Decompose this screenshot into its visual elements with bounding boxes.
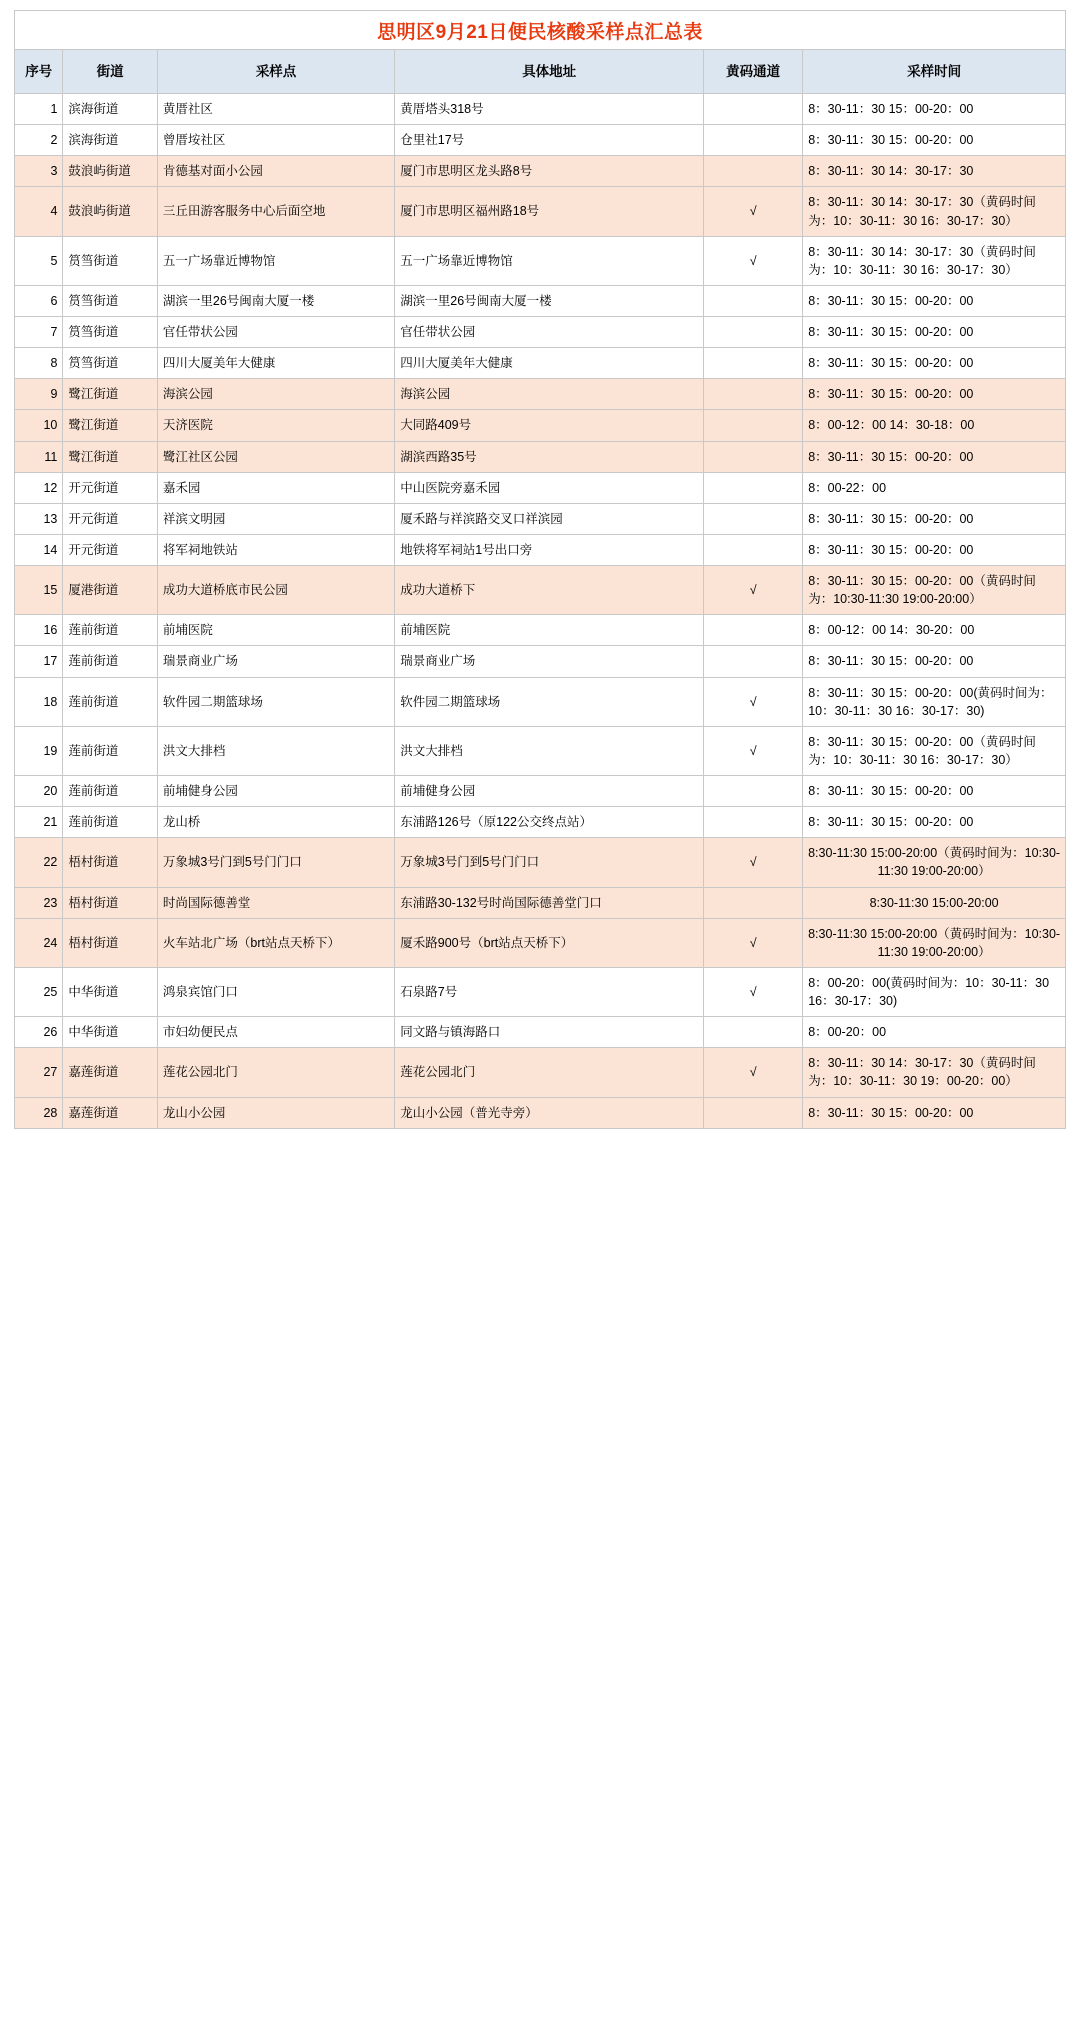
table-row (15, 1017, 1066, 1048)
cell-address: 仓里社17号 (395, 125, 704, 156)
cell-index: 28 (15, 1097, 63, 1128)
cell-address: 中山医院旁嘉禾园 (395, 472, 704, 503)
table-row (15, 125, 1066, 156)
cell-site: 龙山桥 (157, 807, 394, 838)
cell-yellow-code-channel: √ (704, 967, 803, 1016)
table-row (15, 348, 1066, 379)
cell-site: 莲花公园北门 (157, 1048, 394, 1097)
cell-yellow-code-channel: √ (704, 566, 803, 615)
cell-site: 黄厝社区 (157, 94, 394, 125)
cell-site: 成功大道桥底市民公园 (157, 566, 394, 615)
table-body (15, 94, 1066, 1129)
cell-street: 开元街道 (63, 534, 157, 565)
cell-index: 14 (15, 534, 63, 565)
cell-site: 鹭江社区公园 (157, 441, 394, 472)
cell-index: 2 (15, 125, 63, 156)
table-row (15, 838, 1066, 887)
cell-street: 莲前街道 (63, 776, 157, 807)
cell-index: 4 (15, 187, 63, 236)
cell-yellow-code-channel (704, 646, 803, 677)
column-header-site: 采样点 (157, 50, 394, 94)
cell-street: 开元街道 (63, 472, 157, 503)
cell-street: 鼓浪屿街道 (63, 156, 157, 187)
cell-sampling-time: 8：30-11：30 15：00-20：00 (803, 285, 1066, 316)
cell-sampling-time: 8：30-11：30 15：00-20：00 (803, 646, 1066, 677)
cell-address: 前埔健身公园 (395, 776, 704, 807)
cell-yellow-code-channel (704, 285, 803, 316)
cell-site: 嘉禾园 (157, 472, 394, 503)
cell-site: 鸿泉宾馆门口 (157, 967, 394, 1016)
cell-address: 厦禾路与祥滨路交叉口祥滨园 (395, 503, 704, 534)
cell-address: 官任带状公园 (395, 317, 704, 348)
table-row (15, 677, 1066, 726)
cell-site: 肯德基对面小公园 (157, 156, 394, 187)
table-row (15, 726, 1066, 775)
cell-yellow-code-channel (704, 887, 803, 918)
cell-address: 厦门市思明区福州路18号 (395, 187, 704, 236)
cell-sampling-time: 8：30-11：30 14：30-17：30（黄码时间为：10：30-11：30 16：30-17：30） (803, 236, 1066, 285)
cell-yellow-code-channel (704, 776, 803, 807)
cell-site: 瑞景商业广场 (157, 646, 394, 677)
cell-address: 海滨公园 (395, 379, 704, 410)
cell-yellow-code-channel: √ (704, 838, 803, 887)
sampling-points-table (14, 49, 1066, 1129)
cell-street: 筼筜街道 (63, 285, 157, 316)
cell-yellow-code-channel (704, 472, 803, 503)
cell-index: 5 (15, 236, 63, 285)
column-header-sampling-time: 采样时间 (803, 50, 1066, 94)
cell-sampling-time: 8：30-11：30 15：00-20：00 (803, 503, 1066, 534)
cell-yellow-code-channel (704, 410, 803, 441)
cell-index: 17 (15, 646, 63, 677)
column-header-address: 具体地址 (395, 50, 704, 94)
cell-address: 莲花公园北门 (395, 1048, 704, 1097)
cell-site: 曾厝垵社区 (157, 125, 394, 156)
cell-site: 龙山小公园 (157, 1097, 394, 1128)
cell-site: 前埔健身公园 (157, 776, 394, 807)
cell-street: 嘉莲街道 (63, 1097, 157, 1128)
cell-index: 23 (15, 887, 63, 918)
cell-sampling-time: 8：30-11：30 15：00-20：00 (803, 348, 1066, 379)
cell-yellow-code-channel: √ (704, 1048, 803, 1097)
cell-sampling-time: 8：30-11：30 15：00-20：00 (803, 94, 1066, 125)
cell-street: 滨海街道 (63, 94, 157, 125)
cell-street: 厦港街道 (63, 566, 157, 615)
cell-address: 湖滨一里26号闽南大厦一楼 (395, 285, 704, 316)
cell-address: 成功大道桥下 (395, 566, 704, 615)
cell-sampling-time: 8：30-11：30 15：00-20：00 (803, 807, 1066, 838)
cell-street: 中华街道 (63, 967, 157, 1016)
cell-street: 中华街道 (63, 1017, 157, 1048)
cell-street: 筼筜街道 (63, 348, 157, 379)
cell-site: 祥滨文明园 (157, 503, 394, 534)
cell-street: 筼筜街道 (63, 236, 157, 285)
cell-street: 嘉莲街道 (63, 1048, 157, 1097)
cell-address: 龙山小公园（普光寺旁） (395, 1097, 704, 1128)
cell-yellow-code-channel (704, 317, 803, 348)
cell-index: 10 (15, 410, 63, 441)
cell-site: 时尚国际德善堂 (157, 887, 394, 918)
cell-yellow-code-channel (704, 1017, 803, 1048)
cell-index: 3 (15, 156, 63, 187)
cell-index: 26 (15, 1017, 63, 1048)
cell-address: 石泉路7号 (395, 967, 704, 1016)
table-row (15, 1048, 1066, 1097)
table-row (15, 187, 1066, 236)
cell-yellow-code-channel (704, 503, 803, 534)
column-header-index: 序号 (15, 50, 63, 94)
table-row (15, 285, 1066, 316)
cell-street: 鹭江街道 (63, 379, 157, 410)
cell-street: 莲前街道 (63, 726, 157, 775)
cell-yellow-code-channel (704, 615, 803, 646)
cell-street: 鹭江街道 (63, 410, 157, 441)
cell-site: 官任带状公园 (157, 317, 394, 348)
table-row (15, 534, 1066, 565)
cell-address: 大同路409号 (395, 410, 704, 441)
cell-index: 6 (15, 285, 63, 316)
cell-index: 20 (15, 776, 63, 807)
cell-sampling-time: 8：30-11：30 14：30-17：30（黄码时间为：10：30-11：30 19：00-20：00） (803, 1048, 1066, 1097)
cell-sampling-time: 8：30-11：30 14：30-17：30 (803, 156, 1066, 187)
cell-yellow-code-channel: √ (704, 236, 803, 285)
cell-sampling-time: 8：30-11：30 15：00-20：00 (803, 776, 1066, 807)
table-row (15, 503, 1066, 534)
table-row (15, 236, 1066, 285)
table-row (15, 918, 1066, 967)
cell-yellow-code-channel: √ (704, 918, 803, 967)
cell-address: 厦门市思明区龙头路8号 (395, 156, 704, 187)
cell-address: 五一广场靠近博物馆 (395, 236, 704, 285)
cell-yellow-code-channel (704, 348, 803, 379)
table-row (15, 566, 1066, 615)
cell-sampling-time: 8：30-11：30 15：00-20：00 (803, 1097, 1066, 1128)
cell-address: 东浦路30-132号时尚国际德善堂门口 (395, 887, 704, 918)
table-row (15, 94, 1066, 125)
cell-yellow-code-channel (704, 534, 803, 565)
cell-index: 11 (15, 441, 63, 472)
cell-street: 莲前街道 (63, 807, 157, 838)
cell-index: 22 (15, 838, 63, 887)
cell-address: 黄厝塔头318号 (395, 94, 704, 125)
cell-sampling-time: 8：00-20：00(黄码时间为：10：30-11：30 16：30-17：30) (803, 967, 1066, 1016)
cell-address: 同文路与镇海路口 (395, 1017, 704, 1048)
cell-sampling-time: 8：30-11：30 15：00-20：00 (803, 379, 1066, 410)
cell-index: 27 (15, 1048, 63, 1097)
cell-index: 18 (15, 677, 63, 726)
cell-site: 湖滨一里26号闽南大厦一楼 (157, 285, 394, 316)
cell-site: 五一广场靠近博物馆 (157, 236, 394, 285)
cell-index: 8 (15, 348, 63, 379)
cell-site: 海滨公园 (157, 379, 394, 410)
cell-index: 25 (15, 967, 63, 1016)
cell-yellow-code-channel: √ (704, 187, 803, 236)
table-row (15, 807, 1066, 838)
table-row (15, 379, 1066, 410)
cell-street: 开元街道 (63, 503, 157, 534)
cell-index: 15 (15, 566, 63, 615)
cell-yellow-code-channel (704, 94, 803, 125)
cell-street: 滨海街道 (63, 125, 157, 156)
cell-address: 软件园二期篮球场 (395, 677, 704, 726)
cell-street: 莲前街道 (63, 615, 157, 646)
cell-street: 鼓浪屿街道 (63, 187, 157, 236)
table-row (15, 776, 1066, 807)
cell-index: 12 (15, 472, 63, 503)
cell-yellow-code-channel (704, 379, 803, 410)
cell-index: 1 (15, 94, 63, 125)
cell-address: 瑞景商业广场 (395, 646, 704, 677)
cell-sampling-time: 8：00-12：00 14：30-18：00 (803, 410, 1066, 441)
cell-yellow-code-channel (704, 1097, 803, 1128)
cell-index: 9 (15, 379, 63, 410)
cell-site: 火车站北广场（brt站点天桥下） (157, 918, 394, 967)
cell-address: 洪文大排档 (395, 726, 704, 775)
cell-address: 地铁将军祠站1号出口旁 (395, 534, 704, 565)
cell-street: 筼筜街道 (63, 317, 157, 348)
cell-street: 梧村街道 (63, 838, 157, 887)
cell-yellow-code-channel (704, 125, 803, 156)
cell-index: 21 (15, 807, 63, 838)
cell-sampling-time: 8：00-22：00 (803, 472, 1066, 503)
column-header-yellow-code-channel: 黄码通道 (704, 50, 803, 94)
cell-address: 湖滨西路35号 (395, 441, 704, 472)
table-row (15, 410, 1066, 441)
page-title: 思明区9月21日便民核酸采样点汇总表 (377, 21, 703, 43)
column-header-street: 街道 (63, 50, 157, 94)
cell-index: 16 (15, 615, 63, 646)
cell-site: 洪文大排档 (157, 726, 394, 775)
cell-sampling-time: 8:30-11:30 15:00-20:00（黄码时间为：10:30-11:30 19:00-20:00） (803, 918, 1066, 967)
cell-address: 四川大厦美年大健康 (395, 348, 704, 379)
table-row (15, 887, 1066, 918)
cell-yellow-code-channel: √ (704, 726, 803, 775)
table-row (15, 156, 1066, 187)
cell-index: 19 (15, 726, 63, 775)
cell-site: 三丘田游客服务中心后面空地 (157, 187, 394, 236)
cell-sampling-time: 8：30-11：30 15：00-20：00 (803, 441, 1066, 472)
cell-address: 东浦路126号（原122公交终点站） (395, 807, 704, 838)
cell-index: 13 (15, 503, 63, 534)
cell-address: 前埔医院 (395, 615, 704, 646)
cell-sampling-time: 8:30-11:30 15:00-20:00（黄码时间为：10:30-11:30 19:00-20:00） (803, 838, 1066, 887)
cell-sampling-time: 8：00-12：00 14：30-20：00 (803, 615, 1066, 646)
cell-site: 软件园二期篮球场 (157, 677, 394, 726)
cell-street: 莲前街道 (63, 677, 157, 726)
cell-sampling-time: 8：30-11：30 15：00-20：00(黄码时间为：10：30-11：30 16：30-17：30) (803, 677, 1066, 726)
cell-sampling-time: 8：30-11：30 15：00-20：00 (803, 317, 1066, 348)
cell-sampling-time: 8：30-11：30 15：00-20：00 (803, 534, 1066, 565)
cell-site: 四川大厦美年大健康 (157, 348, 394, 379)
table-row (15, 967, 1066, 1016)
cell-yellow-code-channel: √ (704, 677, 803, 726)
cell-street: 梧村街道 (63, 918, 157, 967)
table-row (15, 472, 1066, 503)
cell-sampling-time: 8：30-11：30 14：30-17：30（黄码时间为：10：30-11：30 16：30-17：30） (803, 187, 1066, 236)
cell-index: 7 (15, 317, 63, 348)
cell-site: 天济医院 (157, 410, 394, 441)
table-row (15, 317, 1066, 348)
cell-site: 将军祠地铁站 (157, 534, 394, 565)
cell-sampling-time: 8：00-20：00 (803, 1017, 1066, 1048)
table-row (15, 646, 1066, 677)
table-row (15, 441, 1066, 472)
cell-address: 万象城3号门到5号门门口 (395, 838, 704, 887)
cell-sampling-time: 8：30-11：30 15：00-20：00（黄码时间为：10:30-11:30 19:00-20:00） (803, 566, 1066, 615)
table-row (15, 1097, 1066, 1128)
table-header-row (15, 50, 1066, 94)
cell-site: 前埔医院 (157, 615, 394, 646)
cell-street: 梧村街道 (63, 887, 157, 918)
cell-street: 莲前街道 (63, 646, 157, 677)
cell-sampling-time: 8:30-11:30 15:00-20:00 (803, 887, 1066, 918)
document-title-bar (14, 10, 1066, 49)
cell-site: 市妇幼便民点 (157, 1017, 394, 1048)
cell-index: 24 (15, 918, 63, 967)
cell-sampling-time: 8：30-11：30 15：00-20：00（黄码时间为：10：30-11：30 16：30-17：30） (803, 726, 1066, 775)
cell-street: 鹭江街道 (63, 441, 157, 472)
cell-yellow-code-channel (704, 156, 803, 187)
cell-yellow-code-channel (704, 807, 803, 838)
cell-yellow-code-channel (704, 441, 803, 472)
cell-address: 厦禾路900号（brt站点天桥下） (395, 918, 704, 967)
cell-site: 万象城3号门到5号门门口 (157, 838, 394, 887)
cell-sampling-time: 8：30-11：30 15：00-20：00 (803, 125, 1066, 156)
table-row (15, 615, 1066, 646)
